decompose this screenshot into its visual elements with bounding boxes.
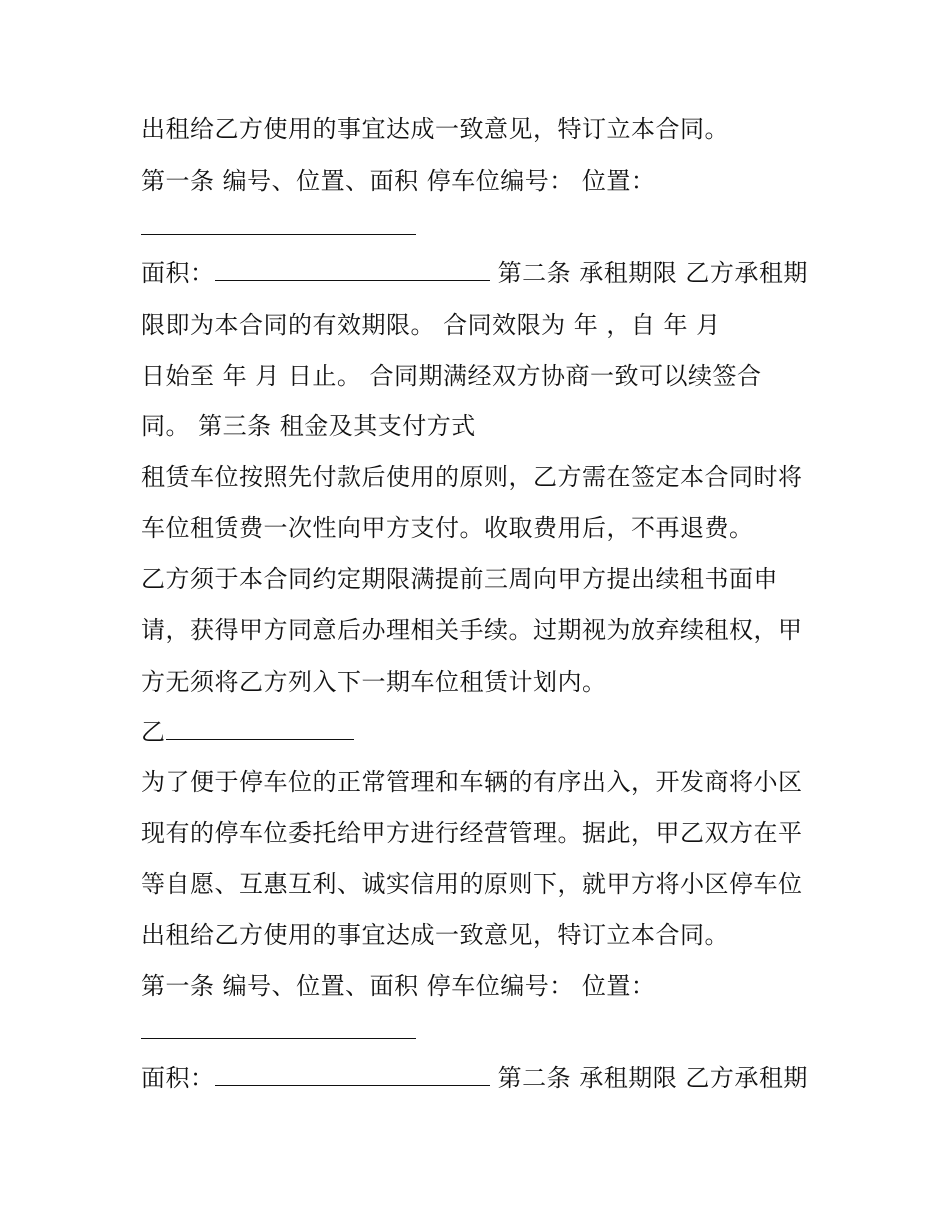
section-heading: 第二条 承租期限 乙方承租期: [497, 1064, 808, 1092]
text-line: 请，获得甲方同意后办理相关手续。过期视为放弃续租权，甲: [141, 616, 803, 644]
area-label: 面积：: [141, 259, 215, 287]
fill-in-blank: [215, 258, 490, 281]
fill-in-blank: [141, 1037, 416, 1039]
text-line: 车位租赁费一次性向甲方支付。收取费用后，不再退费。: [141, 514, 754, 542]
text-line: 现有的停车位委托给甲方进行经营管理。据此，甲乙双方在平: [141, 819, 803, 847]
text-line: 第一条 编号、位置、面积 停车位编号： 位置：: [141, 167, 656, 195]
fill-in-blank: [141, 233, 416, 235]
text-line: 乙方须于本合同约定期限满提前三周向甲方提出续租书面申: [141, 565, 778, 593]
text-line: 出租给乙方使用的事宜达成一致意见，特订立本合同。: [141, 921, 729, 949]
text-line: 为了便于停车位的正常管理和车辆的有序出入，开发商将小区: [141, 768, 803, 796]
text-line: 方无须将乙方列入下一期车位租赁计划内。: [141, 668, 607, 696]
text-line: 同。 第三条 租金及其支付方式: [141, 412, 476, 440]
text-line: 日始至 年 月 日止。 合同期满经双方协商一致可以续签合: [141, 362, 762, 390]
area-label: 面积：: [141, 1064, 215, 1092]
text-line: 限即为本合同的有效期限。 合同效限为 年 ，自 年 月: [141, 311, 721, 339]
text-line: 第一条 编号、位置、面积 停车位编号： 位置：: [141, 972, 656, 1000]
party-b-label: 乙: [141, 718, 166, 746]
fill-in-blank: [215, 1063, 490, 1086]
text-line: 等自愿、互惠互利、诚实信用的原则下，就甲方将小区停车位: [141, 870, 803, 898]
text-line: [141, 258, 808, 288]
text-line: [141, 1063, 808, 1093]
text-line: 出租给乙方使用的事宜达成一致意见，特订立本合同。: [141, 115, 729, 143]
text-line: 租赁车位按照先付款后使用的原则，乙方需在签定本合同时将: [141, 463, 803, 491]
section-heading: 第二条 承租期限 乙方承租期: [497, 259, 808, 287]
fill-in-blank: [166, 717, 354, 740]
text-line: [141, 717, 354, 747]
